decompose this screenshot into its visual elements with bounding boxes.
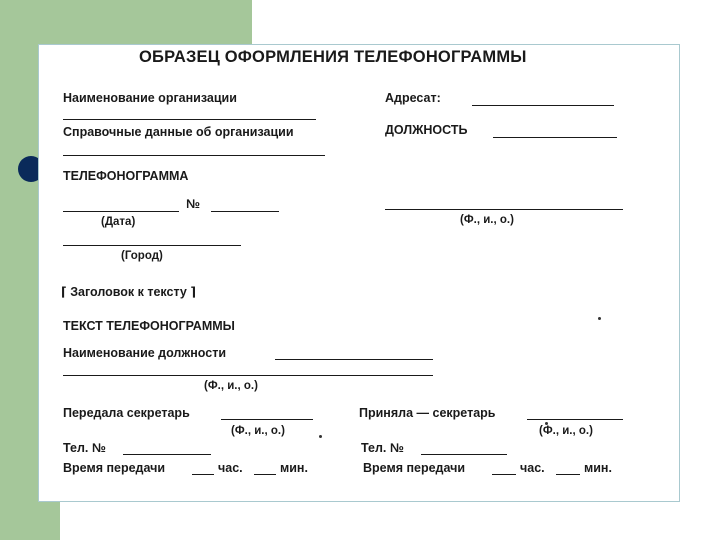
scan-speck xyxy=(545,422,548,425)
time-left-c: мин. xyxy=(280,461,308,475)
position-name-label: Наименование должности xyxy=(63,346,227,360)
time-left-min-line xyxy=(254,474,276,475)
org-name-label: Наименование организации xyxy=(63,91,237,105)
org-name-line xyxy=(63,119,316,120)
form-title: ОБРАЗЕЦ ОФОРМЛЕНИЯ ТЕЛЕФОНОГРАММЫ xyxy=(139,48,527,66)
tel-right-line xyxy=(421,454,507,455)
doc-type-label: ТЕЛЕФОНОГРАММА xyxy=(63,169,189,183)
position-label: ДОЛЖНОСТЬ xyxy=(385,123,468,137)
time-right-c: мин. xyxy=(584,461,612,475)
org-ref-line xyxy=(63,155,325,156)
fio-line-right xyxy=(385,209,623,210)
fio-caption-left: (Ф., и., о.) xyxy=(231,425,285,437)
addressee-label: Адресат: xyxy=(385,91,441,105)
tel-left-label: Тел. № xyxy=(63,441,106,455)
heading-to-text-label xyxy=(61,285,196,299)
sent-by-line xyxy=(221,419,313,420)
scan-speck xyxy=(598,317,601,320)
text-title-label: ТЕКСТ ТЕЛЕФОНОГРАММЫ xyxy=(63,319,235,333)
scan-speck xyxy=(319,435,322,438)
bracket-close: ⌉ xyxy=(186,285,197,299)
sent-by-label: Передала секретарь xyxy=(63,406,190,420)
decorative-green-block xyxy=(0,0,252,44)
fio-caption-right-2: (Ф., и., о.) xyxy=(539,425,593,437)
addressee-line xyxy=(472,105,614,106)
received-by-line xyxy=(527,419,623,420)
city-caption: (Город) xyxy=(121,250,163,262)
number-line xyxy=(211,211,279,212)
time-left-b: час. xyxy=(218,461,243,475)
date-caption: (Дата) xyxy=(101,216,136,228)
position-line xyxy=(493,137,617,138)
time-right-min-line xyxy=(556,474,580,475)
city-line xyxy=(63,245,241,246)
number-sign: № xyxy=(186,197,200,211)
bracket-open: ⌈ xyxy=(61,285,71,299)
heading-to-text: Заголовок к тексту xyxy=(70,285,187,299)
time-right-hours-line xyxy=(492,474,516,475)
date-line xyxy=(63,211,179,212)
org-ref-label: Справочные данные об организации xyxy=(63,125,294,139)
time-right-b: час. xyxy=(520,461,545,475)
fio-caption-right: (Ф., и., о.) xyxy=(460,214,514,226)
tel-left-line xyxy=(123,454,211,455)
received-by-label: Приняла — секретарь xyxy=(359,406,496,420)
position-name-line-2 xyxy=(63,375,433,376)
telephonogram-form-image xyxy=(38,44,680,502)
position-name-line xyxy=(275,359,433,360)
fio-caption-mid: (Ф., и., о.) xyxy=(204,380,258,392)
time-left-a: Время передачи xyxy=(63,461,166,475)
time-right-a: Время передачи xyxy=(363,461,466,475)
time-left-hours-line xyxy=(192,474,214,475)
tel-right-label: Тел. № xyxy=(361,441,404,455)
